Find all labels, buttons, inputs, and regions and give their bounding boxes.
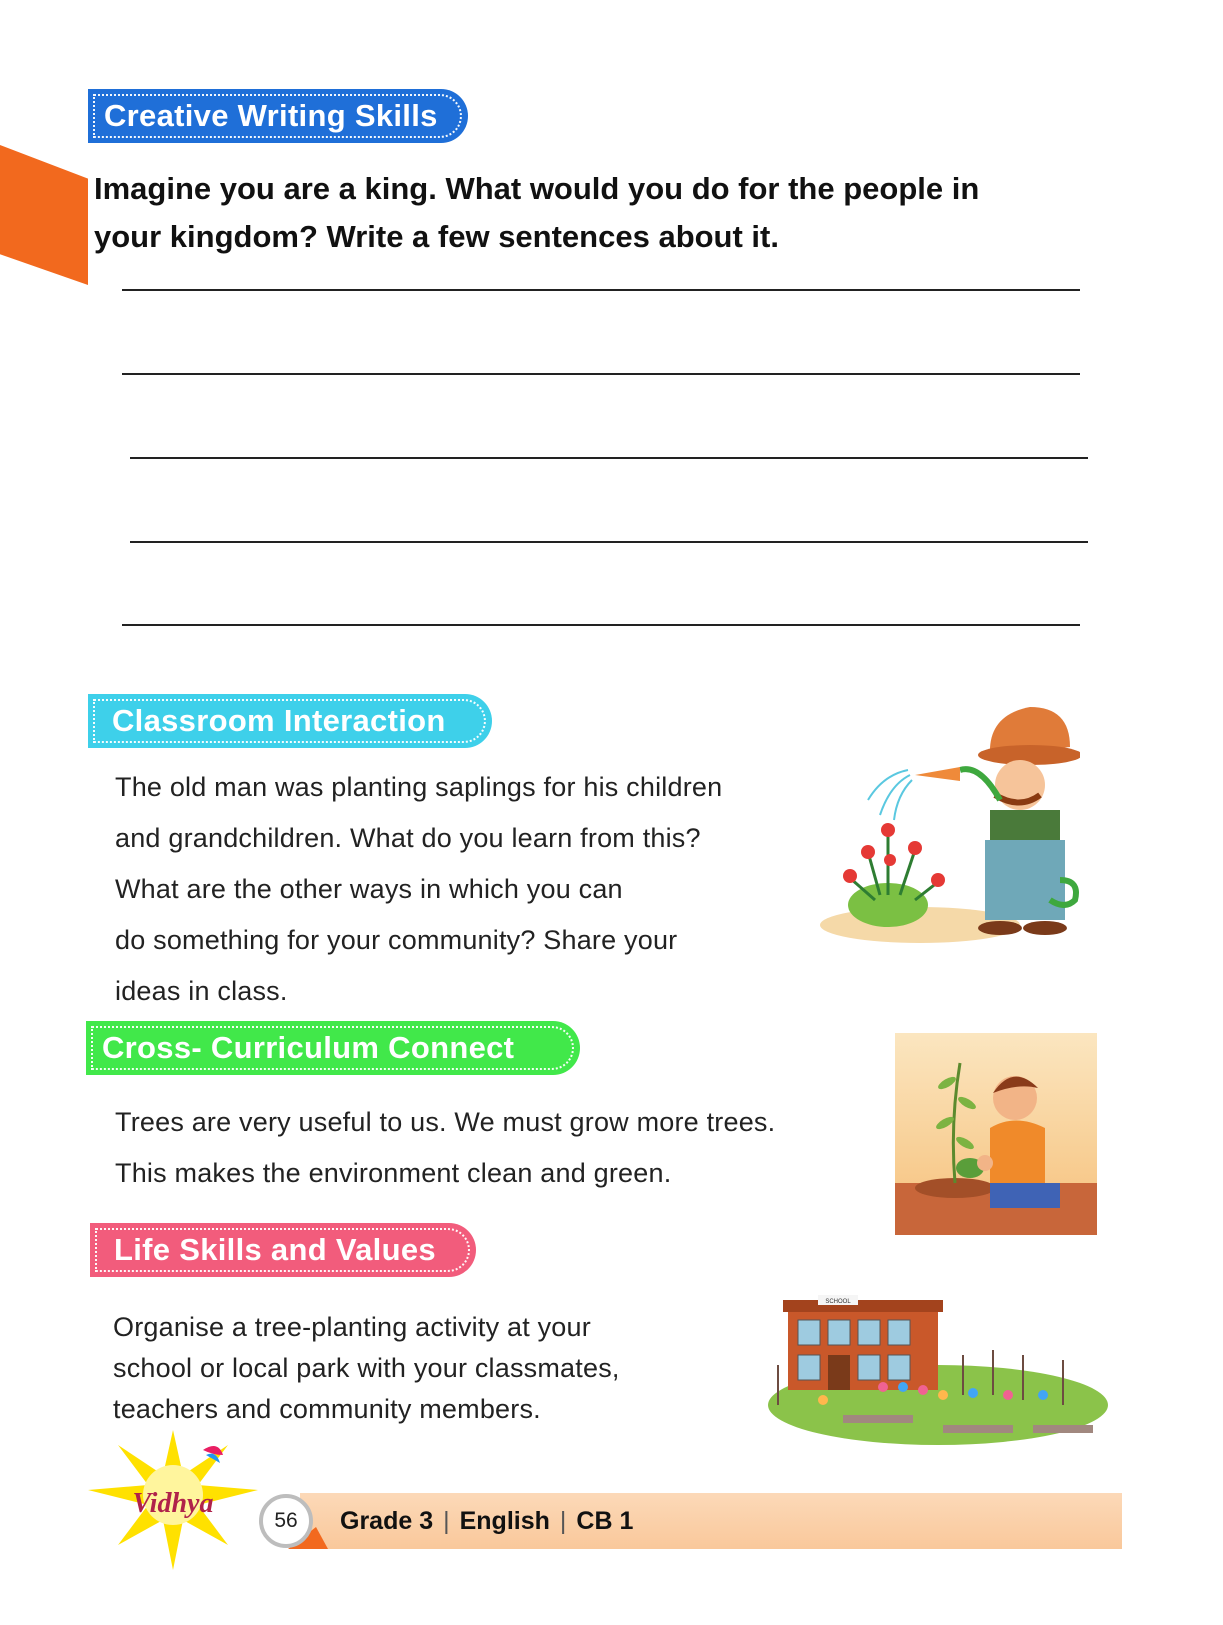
school-tree-planting-illustration xyxy=(763,1295,1108,1455)
classroom-interaction-title: Classroom Interaction xyxy=(112,703,446,738)
school-sign-text: SCHOOL xyxy=(825,1299,851,1305)
answer-line-1[interactable] xyxy=(122,289,1080,291)
answer-line-4[interactable] xyxy=(130,541,1088,543)
creative-writing-title: Creative Writing Skills xyxy=(104,98,438,133)
classroom-interaction-heading xyxy=(88,694,492,748)
corner-tab-decoration xyxy=(0,145,88,285)
vidhya-logo-text: Vidhya xyxy=(132,1488,214,1519)
footer-text: Grade 3 | English | CB 1 xyxy=(340,1506,634,1535)
footer-band xyxy=(300,1493,1122,1549)
cross-curriculum-heading xyxy=(86,1021,580,1075)
answer-line-5[interactable] xyxy=(122,624,1080,626)
footer-grade: Grade 3 xyxy=(340,1506,434,1535)
vidhya-logo xyxy=(88,1430,258,1570)
writing-question: Imagine you are a king. What would you do for the people in your kingdom? Write a few sentences about it. xyxy=(94,171,980,254)
answer-line-2[interactable] xyxy=(122,373,1080,375)
footer-subject: English xyxy=(459,1506,550,1535)
cross-curriculum-title: Cross- Curriculum Connect xyxy=(102,1030,515,1065)
classroom-interaction-text: The old man was planting saplings for his children and grandchildren. What do you learn from this? What are the other ways in which you can do something for your community? Share your ideas in class. xyxy=(115,772,723,1006)
page-number: 56 xyxy=(259,1494,313,1548)
answer-line-3[interactable] xyxy=(130,457,1088,459)
old-man-watering-illustration xyxy=(820,700,1080,950)
cross-curriculum-text: Trees are very useful to us. We must grow more trees. This makes the environment clean and green. xyxy=(115,1107,776,1188)
life-skills-title: Life Skills and Values xyxy=(114,1232,436,1267)
footer-book: CB 1 xyxy=(576,1506,634,1535)
life-skills-text: Organise a tree-planting activity at your school or local park with your classmates, teachers and community members. xyxy=(113,1312,620,1424)
creative-writing-heading xyxy=(88,89,468,143)
boy-planting-illustration xyxy=(895,1033,1097,1235)
life-skills-heading xyxy=(90,1223,476,1277)
